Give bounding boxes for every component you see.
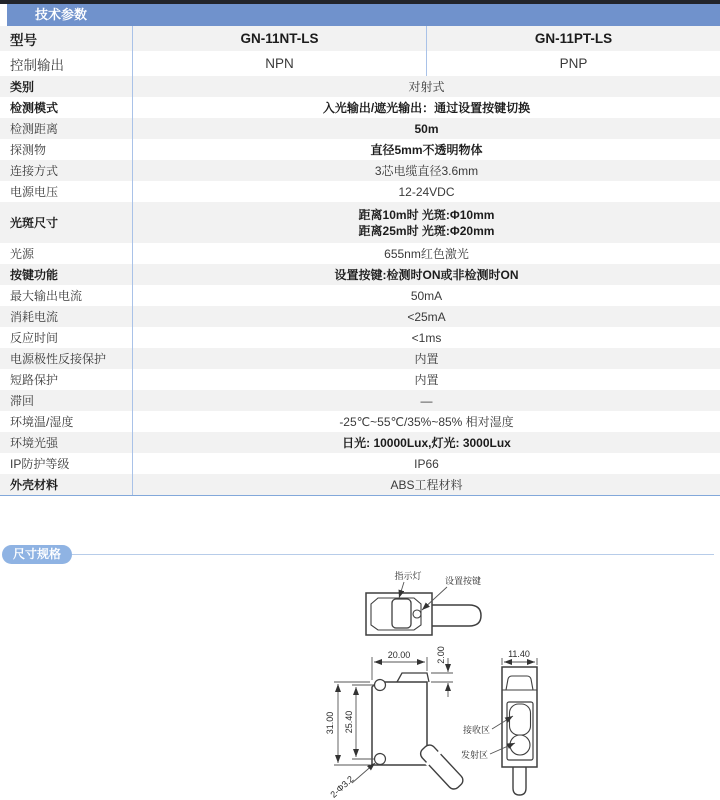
- dim-holes-2xd3.2: 2-Φ3.2: [328, 773, 356, 800]
- table-row: [0, 51, 720, 76]
- spec-value: 内置: [414, 372, 439, 387]
- table-row: [0, 264, 720, 285]
- spec-label: 环境光强: [0, 432, 133, 453]
- dim-front-width-11: 11.40: [508, 649, 530, 659]
- spec-label: 类别: [0, 76, 133, 97]
- section-divider-line: [72, 554, 714, 555]
- table-row: [0, 202, 720, 243]
- top-view-leaders: [399, 582, 447, 610]
- table-row: [0, 411, 720, 432]
- spec-value: 50mA: [410, 288, 443, 303]
- spec-label: 检测距离: [0, 118, 133, 139]
- dimension-drawing-svg: [0, 565, 720, 800]
- spec-value: 655nm红色激光: [384, 246, 469, 261]
- table-row: [0, 160, 720, 181]
- spec-label: 电源电压: [0, 181, 133, 202]
- spec-value: PNP: [559, 55, 588, 71]
- spec-value: 距离10m时 光斑:Φ10mm 距离25m时 光斑:Φ20mm: [358, 207, 495, 238]
- table-row: [0, 348, 720, 369]
- spec-value: GN-11NT-LS: [133, 26, 427, 51]
- spec-value: <25mA: [407, 309, 446, 324]
- table-row: [0, 97, 720, 118]
- spec-label: 探测物: [0, 139, 133, 160]
- emitter-area-label: 发射区: [460, 750, 488, 760]
- setting-button-label: 设置按键: [444, 576, 482, 586]
- spec-value: 50m: [414, 121, 439, 136]
- table-row: [0, 243, 720, 264]
- spec-label: IP防护等级: [0, 453, 133, 474]
- dim-hole-spacing-25: 25.40: [344, 710, 354, 734]
- table-row: [0, 285, 720, 306]
- section-title-pill: 尺寸规格: [2, 545, 72, 564]
- spec-table: [0, 26, 720, 496]
- spec-label: 电源极性反接保护: [0, 348, 133, 369]
- dim-tab-2: 2.00: [436, 646, 446, 664]
- spec-label: 短路保护: [0, 369, 133, 390]
- receiver-area-label: 接收区: [462, 725, 490, 735]
- spec-label: 反应时间: [0, 327, 133, 348]
- spec-label: 消耗电流: [0, 306, 133, 327]
- spec-label: 最大输出电流: [0, 285, 133, 306]
- spec-value: <1ms: [411, 330, 442, 345]
- spec-value: IP66: [414, 456, 439, 471]
- spec-label: 按键功能: [0, 264, 133, 285]
- table-row: [0, 26, 720, 51]
- section-header-dimensions: [2, 545, 714, 564]
- section-header-tech-params: [7, 4, 720, 26]
- table-row: [0, 327, 720, 348]
- spec-label: 连接方式: [0, 160, 133, 181]
- table-row: [0, 306, 720, 327]
- spec-value: 12-24VDC: [398, 184, 455, 199]
- table-row: [0, 453, 720, 474]
- table-row: [0, 432, 720, 453]
- spec-label: 光斑尺寸: [0, 202, 133, 243]
- spec-value: GN-11PT-LS: [534, 30, 613, 46]
- spec-label: 控制输出: [0, 51, 133, 76]
- spec-value: 直径5mm不透明物体: [370, 142, 483, 157]
- spec-label: 环境温/湿度: [0, 411, 133, 432]
- spec-value: NPN: [133, 51, 427, 76]
- top-view-drawing: [366, 593, 481, 635]
- spec-value: 入光输出/遮光输出：通过设置按键切换: [322, 100, 531, 115]
- dim-height-31: 31.00: [325, 711, 335, 735]
- spec-label: 型号: [0, 26, 133, 51]
- dimension-diagram: [0, 565, 720, 800]
- spec-value: ABS工程材料: [390, 477, 463, 492]
- spec-value: 对射式: [408, 79, 445, 94]
- table-row: [0, 390, 720, 411]
- front-view-drawing: [502, 667, 537, 795]
- indicator-light-label: 指示灯: [394, 571, 422, 581]
- side-view-drawing: [372, 673, 467, 793]
- page-title: 技术参数: [35, 7, 88, 22]
- spec-value: 内置: [414, 351, 439, 366]
- spec-value: 3芯电缆直径3.6mm: [374, 163, 479, 178]
- table-row: [0, 139, 720, 160]
- table-row: [0, 369, 720, 390]
- table-row: [0, 118, 720, 139]
- spec-value: -25℃~55℃/35%~85% 相对湿度: [339, 414, 514, 429]
- spec-value: —: [420, 393, 433, 408]
- spec-value: 日光: 10000Lux,灯光: 3000Lux: [342, 435, 511, 450]
- dim-width-20: 20.00: [387, 650, 411, 660]
- spec-label: 光源: [0, 243, 133, 264]
- table-row: [0, 181, 720, 202]
- table-row: [0, 474, 720, 495]
- spec-label: 外壳材料: [0, 474, 133, 495]
- spec-label: 滞回: [0, 390, 133, 411]
- spec-value: 设置按键:检测时ON或非检测时ON: [334, 267, 519, 282]
- spec-label: 检测模式: [0, 97, 133, 118]
- table-row: [0, 76, 720, 97]
